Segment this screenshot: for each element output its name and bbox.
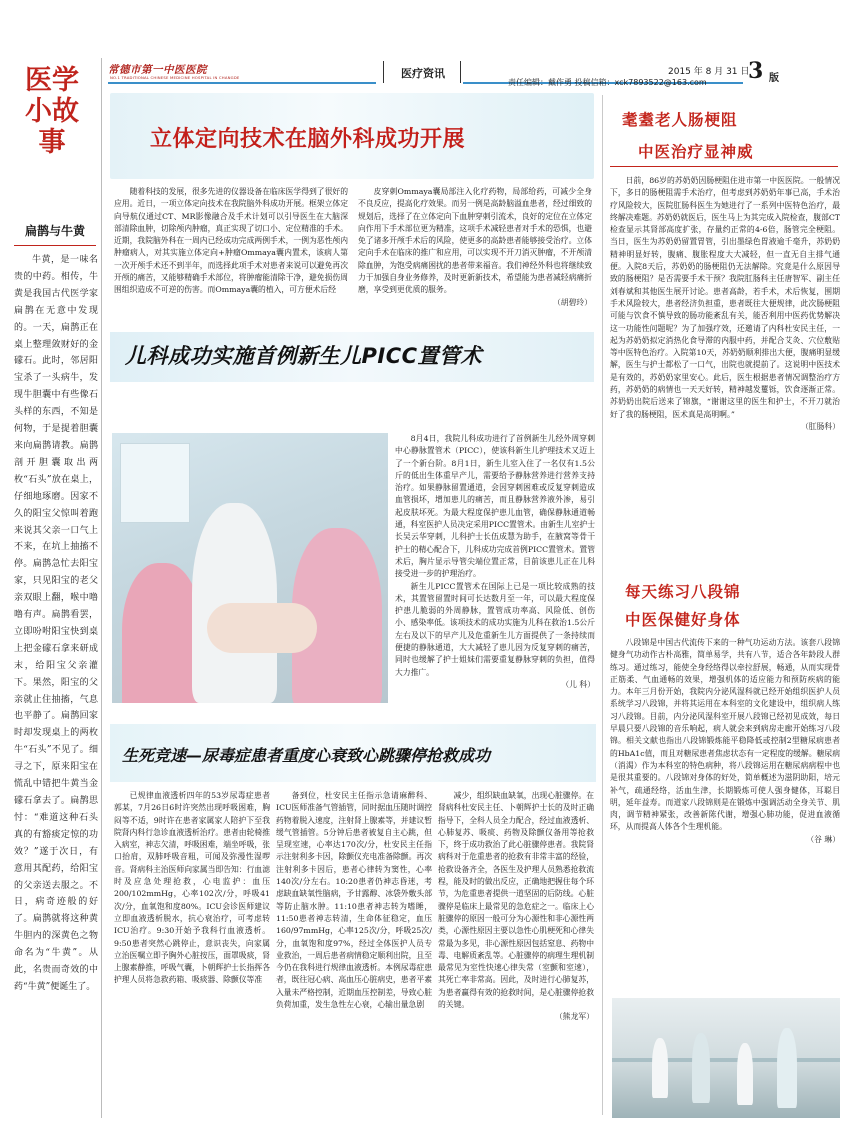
article1-column-1: 随着科技的发展，很多先进的仪器设备在临床医学得到了很好的应用。近日，一项立体定向技术在我院脑外科成功开展。框架立体定向导航仪通过CT、MR影像融合及手术计划可以引导医生在大脑深部清除血肿，切除颅内肿瘤，真正实现了切口小、定位精准的手术。近期，我院脑外科在一周内已经成功完成两例手术，一例为恶性颅内肿瘤病人，对其实施立体定向+肿瘤Ommaya囊内置术，该病人第一次开颅手术还不到半年，而选择此项手术对患者来说可以避免再次开颅的痛苦，又能够精确手术部位，将肿瘤能清除干净，避免损伤周围组织造成不可逆的伤害。而Ommaya囊的植入，可方便术后经 xyxy=(114,187,348,295)
photo-figure-4 xyxy=(777,1028,797,1108)
right2-body: 八段锦是中国古代流传下来的一种气功运动方法。该套八段锦健身气功动作古朴高雅，简单易学，共有八节，适合各年龄段人群练习。通过练习，能使全身经络得以牵拉舒展，畅通，从而实现骨正筋柔、气血通畅的效果，增强机体的适应能力和预防疾病的能力。本年三月份开始，我院内分泌风湿科就已经开始组织医护人员系统学习八段锦，并将其运用在本科室的文化建设中，组织病人练习八段锦。目前，内分泌风湿科室开展八段锦已经初见成效，每日早晨只要八段锦的音乐响起，病人就会来到病房走廊开始练习八段锦。相关文献也指出八段锦锻炼能平稳降低或控制2型糖尿病患者的HbA1c值，而且对糖尿患者焦虑状态有一定程度的缓解。糖尿病（消渴）作为本科室的特色病种，将八段锦运用在糖尿病病程中也是很其重要的。八段锦对身体的好处，简单概述为滋阴助阳，培元补气，疏通经络，活血生津，长期锻炼可使人强身健体，耳聪目明，延年益寿。而道家八段锦则是在锻炼中强调活动全身关节、肌肉，调节精神紧张，改善新陈代谢，增强心肺功能，促进血液循环，从而提高人体各个生理机能。 （谷 琳） xyxy=(610,637,840,1017)
right1-title-rule xyxy=(610,166,838,167)
article3-column-3: 减少，组织缺血缺氧，出现心脏骤停。在肾病科杜安民主任、卜朝辉护士长的及时正确指导下，全科人员全力配合，经过血液透析、心肺复苏、吸痰、药物及除颤仪备用等抢救下，终于成功救治了此心脏骤停患者。我院肾病科对于危重患者的抢救有非常丰富的经验，抢救设备齐全，各医生及护理人员熟悉抢救流程，能及时的做出反应，正确地把握住每个环节，为危重患者提供一道坚固的后防线。心脏骤停是临床上最常见的急危症之一。临床上心脏骤停的原因一般可分为心源性和非心源性两类，心源性原因主要以急性心肌梗死和心律失常最为多见，非心源性原因包括窒息、药物中毒、电解质紊乱等。心脏骤停的病理生理机制最常见为室性快速心律失常（室颤和室速），其死亡率非常高。因此，及时进行心肺复苏，为患者赢得有效的抢救时间，是心脏骤停抢救的关键。 （熊龙军） xyxy=(438,790,594,1115)
article3-column-1: 已规律血液透析四年的53岁尿毒症患者郭某，7月26日6时许突然出现呼吸困难，胸闷等不适，9时许在患者家属家人陪护下至我院肾内科行急诊血液透析治疗。患者由轮椅推入病室，神志欠清，呼吸困难，端坐呼吸，张口抬肩，双肺呼吸音粗，可闻及弥漫性湿啰音。肾病科主治医师向家属当即告知：行血滤时及应急处理抢救，心电监护：血压200/102mmHg，心率102次/分，呼吸41次/分，血氧饱和度80%。ICU会诊医师建议立即血液透析脱水，抗心衰治疗，可考虑转ICU治疗。9:30开始予我科行血液透析。9:50患者突然心跳停止，意识丧失，向家属立治医嘱立即予胸外心脏按压，面罩吸痰，肾上腺素静推，呼吸气囊，卜朝辉护士长指挥各护理人员将急救药箱、吸痰器、除颤仪等准 xyxy=(114,791,270,985)
column-title: 医学小故事 xyxy=(25,65,79,158)
article2-title: 儿科成功实施首例新生儿PICC置管术 xyxy=(125,344,483,368)
photo-nurse-left xyxy=(122,563,202,703)
section-box xyxy=(383,61,461,83)
article3-column-2: 备到位，杜安民主任指示急请麻醉科、ICU医师准备气管插管，同时据血压随时调控药物着脱入速度，注射肾上腺素等，并建议暂缓气管插管。5分钟后患者被复自主心跳，但呈现室速，心率达170次/分，杜安民主任指示注射利多卡因，除颤仪充电准备除颤。再次注射利多卡因后，患者心律转为窦性，心率140次/分左右。10:20患者仍神志昏迷，考虑缺血缺氧性脑病，予甘露醇、冰袋外敷头部等防止脑水肿。11:10患者神志转为嗜睡，11:50患者神志转清，生命体征稳定，血压160/97mmHg，心率125次/分，呼吸25次/分，血氧饱和度97%，经过全体医护人员专业救治，一周后患者病情稳定顺利出院，且至今仍在我科进行规律血液透析。本例尿毒症患者，既往冠心病、高血压心脏病史，患者平素入量未严格控制，近期血压控制差，导致心脏负荷加重，发生急性左心衰，心输出量急剧 xyxy=(276,791,432,1010)
photo-figure-2 xyxy=(692,1033,710,1103)
issue-date: 2015 年 8 月 31 日 xyxy=(668,67,750,77)
story-body: 牛黄，是一味名贵的中药。相传，牛黄是我国古代医学家扁鹊在无意中发现的。一天，扁鹊正在桌上整理敛财好的金礞石。此时，邻居阳宝杀了一头病牛，发现牛胆囊中有些像石头样的东西，不知是何物，于是提着胆囊来向扁鹊请教。扁鹊剖开胆囊取出两枚“石头”放在桌上，仔细地琢磨。因家不久的阳宝父惊叫着跑来说其父亲一口气上不来，在坑上抽搐不停。扁鹊急忙去阳宝家，只见阳宝的老父亲双眼上翻，喉中噜噜有声。扁鹊看罢，立即吩咐阳宝快到桌上把金礞石拿来研成末，给阳宝父亲灌下。果然，阳宝的父亲就止住抽搐，气息也平静了。扁鹊回家时却发现桌上的两枚牛“石头”不见了。细寻之下，原来阳宝在慌乱中错把牛黄当金礞石拿去了。扁鹊思忖：“难道这种石头真的有豁痰定惊的功效？”遂于次日，有意用其配药，给阳宝的父亲送去服之。不日，病奇迹般的好了。扁鹊就将这种黄牛胆内的深黄色之物命名为“牛黄”。从此，名贵而奇效的中药“牛黄”便诞生了。 xyxy=(14,255,98,992)
right1-author: （肛肠科） xyxy=(801,421,840,431)
article2-author: （儿 科） xyxy=(561,679,595,689)
header-rule-left xyxy=(108,82,376,84)
right2-author: （谷 琳） xyxy=(806,834,840,844)
article1-title: 立体定向技术在脑外科成功开展 xyxy=(150,127,466,152)
article2-body: 8月4日，我院儿科成功进行了首例新生儿经外周穿刺中心静脉置管术（PICC），使该科新生儿护理技术又迈上了一个新台阶。8月1日，新生儿室入住了一名仅有1.5公斤的低出生体重早产儿，需要给予静脉营养进行营养支持治疗。如果静脉留置通道，会因穿刺困难或反复穿刺造成血管损坏，增加患儿的痛苦，而且静脉营养液外渗，易引起皮肤坏死。为最大程度保护患儿血管，确保静脉通道畅通，科室医护人员决定采用PICC置管术。由新生儿室护士长吴云华穿刺，儿科护士长伍成慧为助手，在腋窝等骨干护士的精心配合下，儿科成功完成首例PICC置管术。置管术后，胸片显示导管尖端位置正常，目前该患儿正在儿科接受进一步的护理治疗。 新生儿PICC置管术在国际上已是一项比较成熟的技术，其置管留置时间可长达数月至一年，可以最大程度保护患儿脆弱的外周静脉，置管成功率高、风险低、创伤小、感染率低。该项技术的成功实施为儿科在救治1.5公斤左右及以下的早产儿及危重新生儿方面提供了一条持续而便捷的静脉通道，大大减轻了患儿因为反复穿刺的痛苦，同时也缓解了护士姐妹们需要重复静脉穿刺的负担，值得大力推广。 （儿 科） xyxy=(395,433,595,719)
page-number: 3 xyxy=(748,58,764,84)
hospital-logo-english: NO.1 TRADITIONAL CHINESE MEDICINE HOSPITAL IN CHANGDE xyxy=(110,75,240,80)
article3-title: 生死竞速—尿毒症患者重度心衰致心跳骤停抢救成功 xyxy=(122,746,491,765)
page-suffix: 版 xyxy=(769,73,779,84)
article3-author: （熊龙军） xyxy=(555,1012,594,1022)
section-name: 医疗资讯 xyxy=(401,67,445,80)
right1-title-line2: 中医治疗显神威 xyxy=(638,143,754,161)
right2-title-line1: 每天练习八段锦 xyxy=(625,583,741,601)
right1-body: 日前，86岁的苏奶奶因肠梗阻住进市第一中医医院。一般情况下，多日的肠梗阻需手术治疗，但考虑到苏奶奶年事已高，手术治疗风险较大，医院肛肠科医生为她进行了一系列中医特色治疗，最终解决难题。苏奶奶就医后，医生马上为其完成入院检查，腹部CT检查显示其肾部高度扩张，存量约正常的4-6倍，肠管完全梗阻。当日，医生为苏奶奶留置胃管，引出墨绿色胃液逾千毫升，苏奶奶精神明显好转，腹痛、腹胀程度大大减轻，但一直无自主排气通便。入院8天后，苏奶奶的肠梗阻仍无法解除。究竟是什么原因导致的肠梗阻？是否需要手术干预？我院肛肠科主任唐智军、副主任刘春斌和其他医生展开讨论。患者高龄，若手术，术后恢复，围期手术风险较大，患者经济负担重，患者既往大便规律，此次肠梗阻可能与饮食不慎导致的肠功能紊乱有关，能否利用中医药优势解决这一功能性问题呢？为了加强疗效，还邀请了内科杜安民主任，一起为苏奶奶拟定消热化食导滞的内服中药，并配合艾灸、穴位敷贴等中医特色治疗。入院第10天，苏奶奶顺利排出大便，腹痛明显缓解，医生与护士都松了一口气，出院也就提前了。这说明中医技术是有效的，苏奶奶家里安心。此后，医生根据患者情况调整治疗方药，苏奶奶的病情也一天天好转，精神越发矍铄，饮食逐渐正常。苏奶奶出院后送来了锦旗，“谢谢这里的医生和护士，不开刀就治好了我的肠梗阻，医术真是高明啊。” （肛肠科） xyxy=(610,175,840,575)
right1-title-line1: 耄耋老人肠梗阻 xyxy=(622,111,738,129)
editor-info: 责任编辑：戴作勇 投稿信箱：xck7893522@163.com xyxy=(508,78,707,87)
baduanjin-photo xyxy=(612,998,840,1118)
nicu-photo xyxy=(112,433,388,703)
right-column-divider xyxy=(602,95,603,1115)
photo-figure-3 xyxy=(737,1043,753,1105)
story-title: 扁鹊与牛黄 xyxy=(24,224,85,238)
photo-figure-1 xyxy=(652,1038,668,1098)
article1-column-2: 皮穿刺Ommaya囊局部注入化疗药物，局部给药，可减少全身不良反应，提高化疗效果。而另一例是高龄脑溢血患者，经过细致的规划后，选择了在立体定向下血肿穿刺引流术，良好的定位在立体定向作用下手术部位更为精准，这项手术减轻患者对手术的恐惧，也避免了诸多开颅手术后的风险，使更多的高龄患者能够接受治疗。立体定向手术在临床的推广和应用，可以实现不开刀消灭肿瘤，不开颅清除血肿，为饱受病痛困扰的患者带来福音。我们神经外科也将继续致力于加强自身业务修养，及时更新新技术，希望能为患者减轻病痛折磨，享受到更优质的服务。 （胡碧玲） xyxy=(358,186,592,366)
page-header xyxy=(108,58,838,98)
article1-author: （胡碧玲） xyxy=(553,297,592,307)
right2-title-line2: 中医保健好身体 xyxy=(625,611,741,629)
hospital-logo: 常德市第一中医医院 xyxy=(108,64,207,76)
story-divider xyxy=(14,245,96,246)
photo-infant xyxy=(207,603,317,653)
photo-corridor-line xyxy=(612,1058,840,1062)
photo-window xyxy=(120,443,190,523)
